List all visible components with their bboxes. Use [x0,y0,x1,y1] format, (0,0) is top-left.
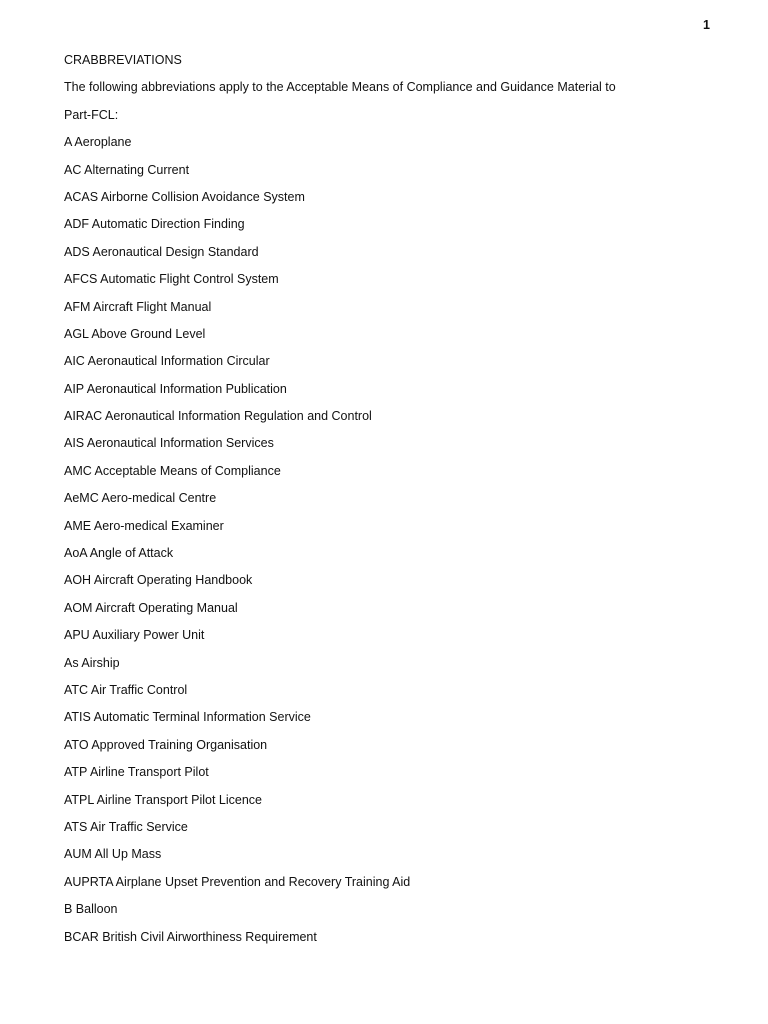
abbreviation-entry: AUM All Up Mass [64,847,162,862]
abbreviation-entry: As Airship [64,655,120,670]
document-heading: CRABBREVIATIONS [64,53,182,67]
abbreviation-entry: AOH Aircraft Operating Handbook [64,573,253,588]
abbreviation-entry: ATP Airline Transport Pilot [64,765,209,780]
abbreviation-entry: AOM Aircraft Operating Manual [64,600,238,615]
document-body [64,51,704,955]
abbreviation-entry: B Balloon [64,902,118,917]
abbreviation-entry: APU Auxiliary Power Unit [64,628,205,643]
abbreviation-entry: ATC Air Traffic Control [64,682,188,697]
abbreviation-entry: BCAR British Civil Airworthiness Requirement [64,929,317,944]
abbreviation-entry: AIP Aeronautical Information Publication [64,381,287,396]
abbreviation-entry: ATS Air Traffic Service [64,819,188,834]
page-number: 1 [703,18,710,32]
abbreviation-entry: AFCS Automatic Flight Control System [64,272,279,287]
abbreviation-entry: ATPL Airline Transport Pilot Licence [64,792,263,807]
abbreviation-entry: AFM Aircraft Flight Manual [64,299,212,314]
abbreviation-entry: ACAS Airborne Collision Avoidance System [64,189,305,204]
abbreviation-entry: AUPRTA Airplane Upset Prevention and Recovery Training Aid [64,874,411,889]
abbreviation-entry: AIRAC Aeronautical Information Regulation and Control [64,409,372,424]
intro-text-line-1: The following abbreviations apply to the Acceptable Means of Compliance and Guidance Material to [64,80,616,95]
abbreviation-entry: ATO Approved Training Organisation [64,737,268,752]
abbreviation-entry: AIS Aeronautical Information Services [64,436,274,451]
abbreviation-entry: ADS Aeronautical Design Standard [64,244,259,259]
abbreviation-entry: AC Alternating Current [64,162,190,177]
abbreviation-entry: A Aeroplane [64,135,132,150]
abbreviation-entry: AGL Above Ground Level [64,326,206,341]
abbreviation-entry: AIC Aeronautical Information Circular [64,354,270,369]
abbreviation-entry: ADF Automatic Direction Finding [64,217,245,232]
abbreviation-entry: ATIS Automatic Terminal Information Service [64,710,311,725]
abbreviation-entry: AME Aero-medical Examiner [64,518,224,533]
abbreviation-entry: AMC Acceptable Means of Compliance [64,463,281,478]
intro-text-line-2: Part-FCL: [64,107,119,122]
abbreviation-entry: AoA Angle of Attack [64,546,174,561]
abbreviation-list [64,133,704,955]
abbreviation-entry: AeMC Aero-medical Centre [64,491,217,506]
